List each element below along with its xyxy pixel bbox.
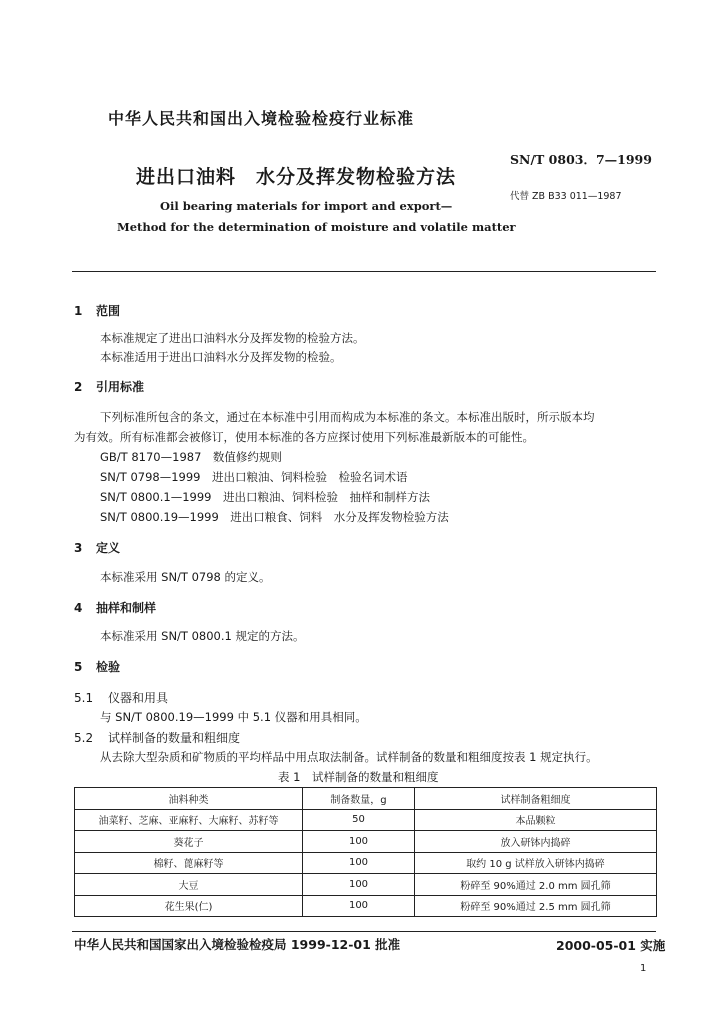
- table-caption: 表 1 试样制备的数量和粗细度: [278, 770, 439, 784]
- header-divider: [72, 271, 656, 272]
- english-title-line-2: Method for the determination of moisture and volatile matter: [117, 220, 516, 234]
- table-cell: 取约 10 g 试样放入研钵内捣碎: [415, 852, 657, 874]
- table-row: [75, 852, 657, 874]
- section-number: 5: [74, 660, 83, 674]
- reference-item: GB/T 8170—1987 数值修约规则: [100, 450, 282, 464]
- reference-item: SN/T 0800.19—1999 进出口粮食、饲料 水分及挥发物检验方法: [100, 510, 449, 524]
- paragraph: 本标准采用 SN/T 0798 的定义。: [100, 570, 271, 584]
- subsection-5-1-heading: [74, 689, 168, 706]
- table-cell: 粉碎至 90%通过 2.0 mm 圆孔筛: [415, 874, 657, 896]
- table-cell: 花生果(仁): [75, 895, 303, 917]
- page-number: 1: [640, 963, 647, 974]
- table-cell: 放入研钵内捣碎: [415, 831, 657, 853]
- footer-divider: [72, 931, 656, 932]
- table-cell: 100: [303, 874, 415, 896]
- table-row: [75, 895, 657, 917]
- subsection-number: 5.1: [74, 691, 94, 705]
- subsection-5-2-heading: [74, 729, 240, 746]
- section-1-heading: [74, 302, 120, 319]
- paragraph: 为有效。所有标准都会被修订，使用本标准的各方应探讨使用下列标准最新版本的可能性。: [74, 430, 534, 444]
- sample-preparation-table: [74, 787, 657, 917]
- paragraph: 与 SN/T 0800.19—1999 中 5.1 仪器和用具相同。: [100, 710, 367, 724]
- section-number: 3: [74, 541, 83, 555]
- section-4-heading: [74, 599, 156, 616]
- reference-item: SN/T 0798—1999 进出口粮油、饲料检验 检验名词术语: [100, 470, 408, 484]
- section-title: 定义: [96, 541, 121, 555]
- table-header-row: [75, 788, 657, 810]
- issuer-title: 中华人民共和国出入境检验检疫行业标准: [108, 109, 415, 128]
- section-2-heading: [74, 378, 144, 395]
- table-cell: 棉籽、蓖麻籽等: [75, 852, 303, 874]
- section-number: 2: [74, 380, 83, 394]
- paragraph: 本标准适用于进出口油料水分及挥发物的检验。: [100, 350, 342, 364]
- subsection-title: 试样制备的数量和粗细度: [108, 731, 241, 745]
- section-title: 抽样和制样: [96, 601, 157, 615]
- table-row: [75, 874, 657, 896]
- table-cell: 葵花子: [75, 831, 303, 853]
- table-cell: 本品颗粒: [415, 809, 657, 831]
- section-5-heading: [74, 658, 120, 675]
- section-title: 范围: [96, 304, 121, 318]
- document-title: 进出口油料 水分及挥发物检验方法: [136, 166, 457, 188]
- table-cell: 大豆: [75, 874, 303, 896]
- subsection-title: 仪器和用具: [108, 691, 169, 705]
- column-header: 油料种类: [75, 788, 303, 810]
- paragraph: 本标准采用 SN/T 0800.1 规定的方法。: [100, 629, 305, 643]
- standard-code: SN/T 0803．7—1999: [510, 152, 652, 167]
- column-header: 试样制备粗细度: [415, 788, 657, 810]
- section-3-heading: [74, 539, 120, 556]
- english-title-line-1: Oil bearing materials for import and export—: [160, 199, 453, 213]
- replaces-note: 代替 ZB B33 011—1987: [510, 191, 622, 202]
- section-title: 检验: [96, 660, 121, 674]
- table-cell: 100: [303, 895, 415, 917]
- paragraph: 从去除大型杂质和矿物质的平均样品中用点取法制备。试样制备的数量和粗细度按表 1 规定执行。: [100, 750, 598, 764]
- table-row: [75, 831, 657, 853]
- table-cell: 50: [303, 809, 415, 831]
- subsection-number: 5.2: [74, 731, 94, 745]
- table-cell: 粉碎至 90%通过 2.5 mm 圆孔筛: [415, 895, 657, 917]
- paragraph: 下列标准所包含的条文，通过在本标准中引用而构成为本标准的条文。本标准出版时，所示版本均: [100, 410, 595, 424]
- section-number: 1: [74, 304, 83, 318]
- table-row: [75, 809, 657, 831]
- column-header: 制备数量，g: [303, 788, 415, 810]
- table-cell: 油菜籽、芝麻、亚麻籽、大麻籽、苏籽等: [75, 809, 303, 831]
- reference-item: SN/T 0800.1—1999 进出口粮油、饲料检验 抽样和制样方法: [100, 490, 430, 504]
- section-number: 4: [74, 601, 83, 615]
- table-cell: 100: [303, 831, 415, 853]
- section-title: 引用标准: [96, 380, 145, 394]
- approval-line: 中华人民共和国国家出入境检验检疫局 1999-12-01 批准: [74, 937, 401, 952]
- table-cell: 100: [303, 852, 415, 874]
- paragraph: 本标准规定了进出口油料水分及挥发物的检验方法。: [100, 331, 365, 345]
- effective-date: 2000-05-01 实施: [556, 938, 666, 953]
